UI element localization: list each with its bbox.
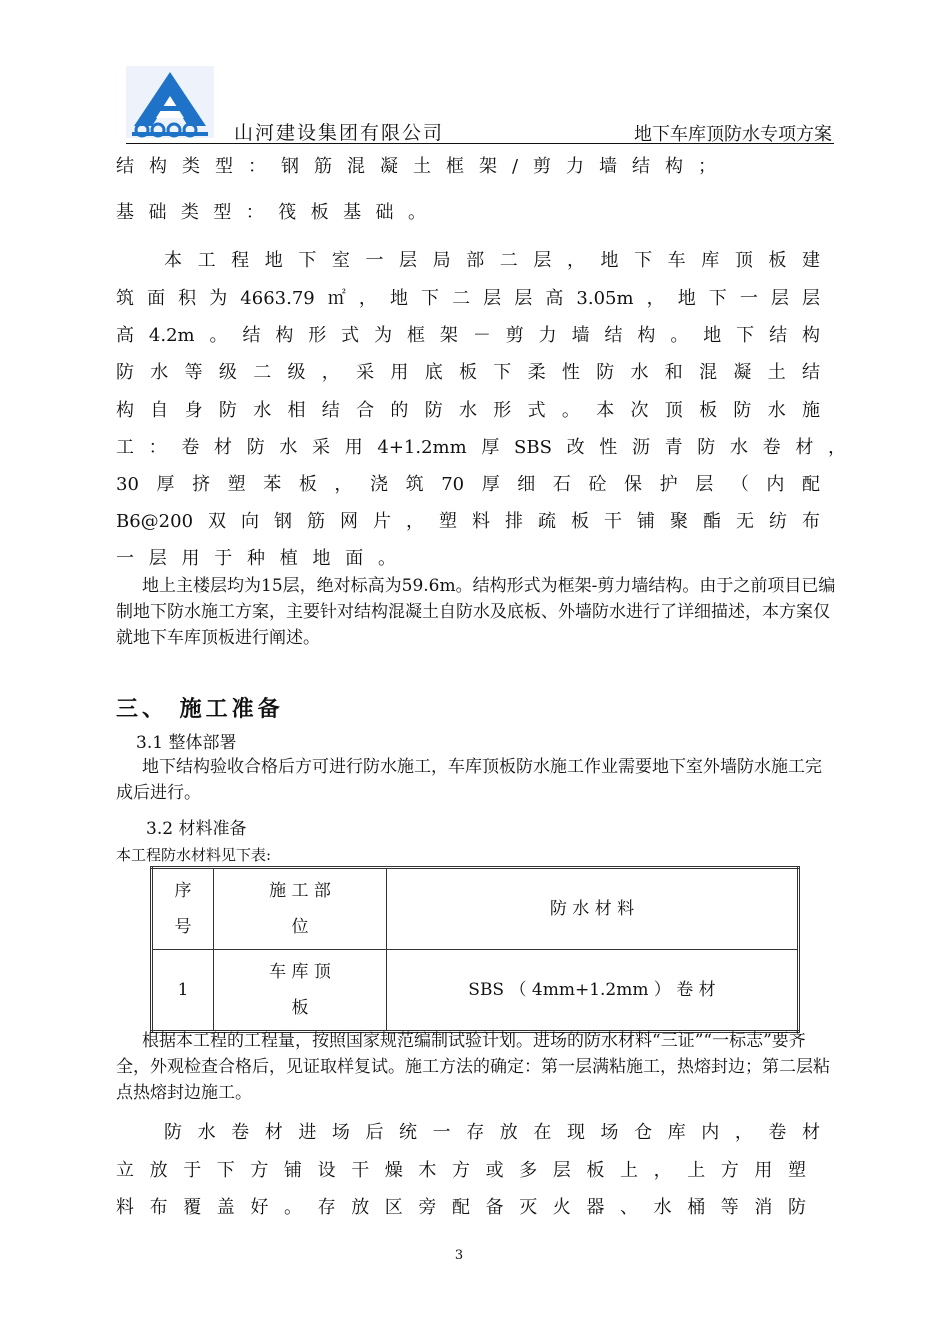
storage-line-2: 立放于下方铺设干燥木方或多层板上，上方用塑 (116, 1160, 806, 1181)
section-3-1-text: 地下结构验收合格后方可进行防水施工，车库顶板防水施工作业需要地下室外墙防水施工完成后进行。 (116, 757, 822, 803)
materials-table (150, 866, 800, 1033)
project-line-1: 本工程地下室一层局部二层，地下车库顶板建 (164, 250, 820, 271)
project-line-4: 防水等级二级，采用底板下柔性防水和混凝土结 (116, 362, 820, 383)
header-seq: 序 号 (152, 868, 214, 950)
header-doc-title: 地下车库顶防水专项方案 (634, 124, 832, 145)
table-header-row (152, 868, 799, 950)
project-line-7: 30厚挤塑苯板，浇筑70厚细石砼保护层（内配 (116, 474, 820, 495)
above-ground-paragraph: 地上主楼层均为15层，绝对标高为59.6m。结构形式为框架-剪力墙结构。由于之前项目已编制地下防水施工方案，主要针对结构混凝土自防水及底板、外墙防水进行了详细描述，本方案仅就地下车库顶板进行阐述。 (116, 576, 836, 648)
project-line-5: 构自身防水相结合的防水形式。本次顶板防水施 (116, 400, 820, 421)
row-material: SBS （ 4mm+1.2mm ） 卷 材 (387, 950, 799, 1032)
header-material: 防 水 材 料 (387, 868, 799, 950)
header-company: 山河建设集团有限公司 (234, 122, 445, 144)
structure-type-line: 结构类型：钢筋混凝土框架/剪力墙结构； (116, 156, 716, 177)
row-part: 车 库 顶 板 (214, 950, 387, 1032)
table-row (152, 950, 799, 1032)
storage-line-3: 料布覆盖好。存放区旁配备灭火器、水桶等消防 (116, 1197, 806, 1218)
section-3-1-title: 3.1 整体部署 (136, 733, 237, 753)
section-3-2-title: 3.2 材料准备 (146, 819, 247, 839)
foundation-type-line: 基础类型：筏板基础。 (116, 202, 426, 223)
after-table-paragraph: 根据本工程的工程量，按照国家规范编制试验计划。进场的防水材料“三证”“一标志”要齐全，外观检查合格后，见证取样复试。施工方法的确定：第一层满粘施工，热熔封边；第二层粘点热熔封边施工。 (116, 1031, 830, 1103)
table-caption: 本工程防水材料见下表: (116, 846, 272, 864)
section-3-title: 三、 施工准备 (116, 696, 284, 722)
project-line-6: 工：卷材防水采用4+1.2mm厚SBS改性沥青防水卷材， (116, 437, 846, 458)
project-line-9: 一层用于种植地面。 (116, 548, 396, 569)
page-number: 3 (454, 1248, 464, 1263)
header-rule (126, 143, 834, 144)
storage-line-1: 防水卷材进场后统一存放在现场仓库内，卷材 (164, 1122, 820, 1143)
project-line-2: 筑面积为4663.79㎡，地下二层层高3.05m，地下一层层 (116, 288, 820, 309)
project-line-3: 高4.2m。结构形式为框架－剪力墙结构。地下结构 (116, 325, 820, 346)
header-part: 施 工 部 位 (214, 868, 387, 950)
company-logo-icon (126, 66, 214, 138)
row-seq: 1 (152, 950, 214, 1032)
project-line-8: B6@200双向钢筋网片，塑料排疏板干铺聚酯无纺布 (116, 511, 820, 532)
